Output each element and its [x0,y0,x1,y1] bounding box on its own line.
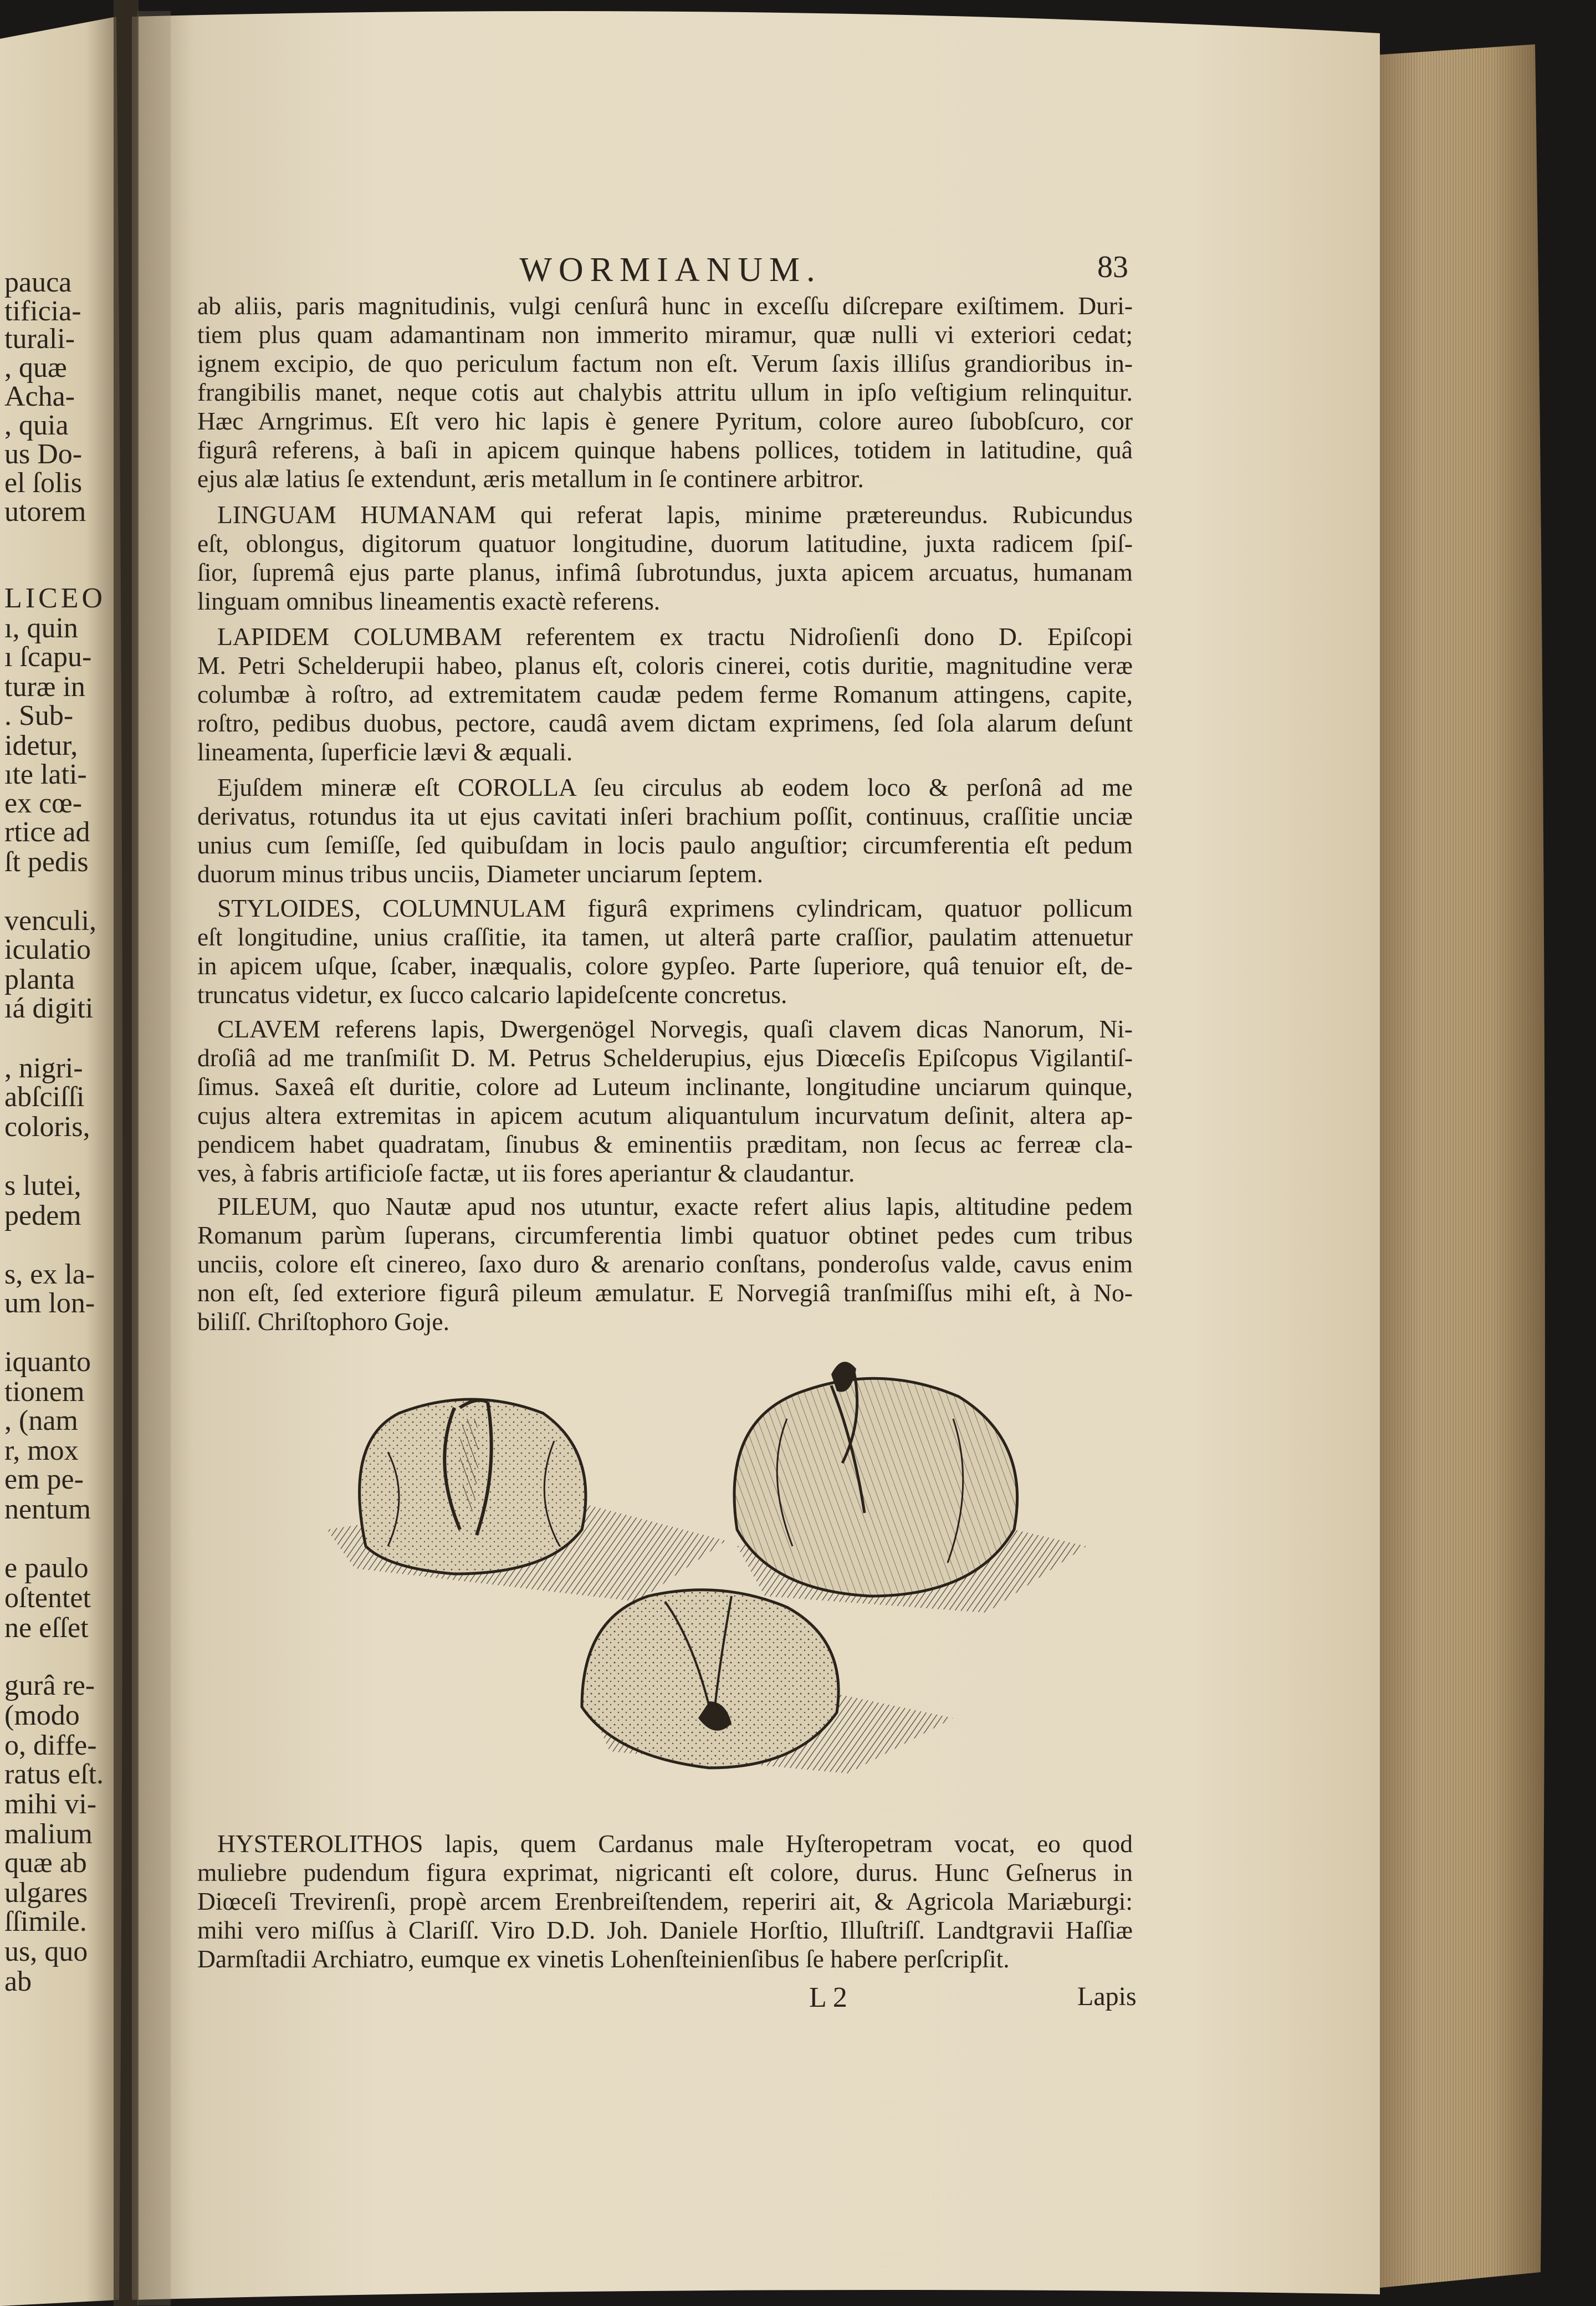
text-line: Hæc Arngrimus. Eſt vero hic lapis è genere Pyritum, colore aureo ſubobſcuro, cor [197,407,1133,435]
text-line: columbæ à roſtro, ad extremitatem caudæ pedem ferme Romanum attingens, capite, [197,680,1133,708]
text-line: ignem excipio, de quo periculum factum non eſt. Verum ſaxis illiſus grandioribus in- [197,349,1133,377]
text-line: muliebre pudendum figura exprimat, nigricanti eſt colore, durus. Hunc Geſnerus in [197,1858,1133,1886]
text-line: unciis, colore eſt cinereo, ſaxo duro & arenario conſtans, ponderoſus valde, cavus enim [197,1250,1133,1278]
left-word: iquanto [4,1346,91,1378]
left-word: rtice ad [4,816,90,848]
left-word: ſt pedis [4,846,89,878]
left-word: s, ex la- [4,1259,95,1290]
left-word: ex cœ- [4,788,83,819]
text-line: lineamenta, ſuperficie lævi & æquali. [197,738,573,766]
text-line: linguam omnibus lineamentis exactè referens. [197,587,661,615]
left-word: coloris, [4,1111,90,1143]
text-line: Romanum parùm ſuperans, circumferentia limbi quatuor obtinet pedes cum tribus [197,1221,1133,1249]
left-word: malium [4,1818,93,1850]
text-line: in apicem uſque, ſcaber, inæqualis, colore gypſeo. Parte ſuperiore, quâ tenuior eſt, de- [197,952,1133,980]
left-word: idetur, [4,730,78,761]
left-word: ulgares [4,1877,88,1909]
text-line: HYSTEROLITHOS lapis, quem Cardanus male Hyſteropetram vocat, eo quod [217,1829,1133,1858]
left-word: quæ ab [4,1847,87,1879]
text-line: Ejuſdem mineræ eſt COROLLA ſeu circulus ab eodem loco & perſonâ ad me [217,773,1133,801]
text-line: cujus altera extremitas in apicem acutum aliquantulum incurvatum deſinit, altera ap- [197,1101,1133,1129]
left-word: pedem [4,1200,81,1231]
left-word: ı, quin [4,612,78,644]
left-word: (modo [4,1700,80,1731]
text-line: derivatus, rotundus ita ut ejus cavitati inſeri brachium poſſit, continuus, craſſitie unciæ [197,802,1133,830]
left-word: gurâ re- [4,1670,95,1701]
text-line: ſimus. Saxeâ eſt duritie, colore ad Luteum inclinante, longitudine unciarum quinque, [197,1072,1133,1101]
text-line: ab aliis, paris magnitudinis, vulgi cenſurâ hunc in exceſſu diſcrepare exiſtimem. Duri- [197,292,1133,320]
text-line: biliſſ. Chriſtophoro Goje. [197,1307,449,1336]
left-word: utorem [4,496,86,528]
left-word: turali- [4,323,75,355]
left-word: em pe- [4,1464,84,1495]
left-word: pauca [4,267,72,298]
text-line: M. Petri Schelderupii habeo, planus eſt, coloris cinerei, cotis duritie, magnitudine veræ [197,651,1133,679]
catchword: Lapis [1077,1982,1137,2011]
text-line: droſiâ ad me tranſmiſit D. M. Petrus Schelderupius, ejus Diœceſis Epiſcopus Vigilantiſ- [197,1044,1133,1072]
left-word: abſciſſi [4,1081,85,1113]
left-word: e paulo [4,1552,89,1584]
page-number: 83 [1097,250,1128,284]
text-line: eſt, oblongus, digitorum quatuor longitudine, duorum latitudine, juxta radicem ſpiſ- [197,529,1133,558]
text-line: STYLOIDES, COLUMNULAM figurâ exprimens cylindricam, quatuor pollicum [217,894,1133,922]
signature-mark: L 2 [809,1982,847,2013]
left-word: ı ſcapu- [4,641,92,673]
running-header: WORMIANUM. [519,251,822,289]
left-word: , nigri- [4,1052,83,1084]
text-line: unius cum ſemiſſe, ſed quibuſdam in locis paulo anguſtior; circumferentia eſt pedum [197,831,1133,859]
left-word: tionem [4,1376,85,1408]
left-word: us Do- [4,438,83,470]
text-line: eſt longitudine, unius craſſitie, ita tamen, ut alterâ parte craſſior, paulatim attenuetur [197,923,1133,951]
left-word: o, diffe- [4,1730,97,1761]
left-word: mihi vi- [4,1788,97,1820]
left-word: turæ in [4,671,85,703]
text-line: ſior, ſupremâ ejus parte planus, infimâ ſubrotundus, juxta apicem arcuatus, humanam [197,558,1133,586]
text-line: LAPIDEM COLUMBAM referentem ex tractu Nidroſienſi dono D. Epiſcopi [217,622,1133,651]
left-word: venculi, [4,905,97,937]
left-word: tificia- [4,295,81,327]
left-word: , quæ [4,352,67,384]
text-line: non eſt, ſed exteriore figurâ pileum æmulatur. E Norvegiâ tranſmiſſus mihi eſt, à No- [197,1279,1133,1307]
left-word: ıá digiti [4,993,94,1024]
text-line: tiem plus quam adamantinam non immerito miramur, quæ nulli vi exteriori cedat; [197,320,1133,349]
left-word: planta [4,964,75,995]
text-line: roſtro, pedibus duobus, pectore, caudâ avem dictam exprimens, ſed ſola alarum deſunt [197,709,1133,737]
text-line: Diœceſi Trevirenſi, propè arcem Erenbreiſtendem, reperiri ait, & Agricola Mariæburgi: [197,1887,1133,1915]
text-line: ejus alæ latius ſe extendunt, æris metallum in ſe continere arbitror. [197,464,864,493]
text-line: truncatus videtur, ex ſucco calcario lapideſcente concretus. [197,980,787,1009]
left-word: iculatio [4,934,91,965]
left-word: oſtentet [4,1582,91,1614]
left-word: ratus eſt. [4,1758,104,1790]
left-word: LICEO [4,582,106,614]
left-word: r, mox [4,1435,79,1466]
left-word: Acha- [4,381,75,412]
text-line: frangibilis manet, neque cotis aut chalybis attritu ullum in ipſo veſtigium relinquitur. [197,378,1133,406]
text-line: duorum minus tribus unciis, Diameter unciarum ſeptem. [197,860,764,888]
left-word: ne eſſet [4,1612,89,1644]
text-line: PILEUM, quo Nautæ apud nos utuntur, exacte refert alius lapis, altitudine pedem [217,1192,1133,1220]
left-word: ſſimile. [4,1906,87,1937]
left-word: us, quo [4,1936,88,1967]
text-line: ves, à fabris artificioſe factæ, ut iis fores aperiantur & claudantur. [197,1159,855,1187]
left-word: nentum [4,1494,91,1525]
text-line: figurâ referens, à baſi in apicem quinque habens pollices, totidem in latitudine, quâ [197,436,1133,464]
text-line: Darmſtadii Archiatro, eumque ex vinetis Lohenſteinienſibus ſe habere perſcripſit. [197,1945,1010,1973]
left-word: , quia [4,410,69,441]
left-word: , (nam [4,1405,78,1436]
left-word: ıte lati- [4,759,87,790]
left-word: el ſolis [4,467,83,499]
text-line: LINGUAM HUMANAM qui referat lapis, minime prætereundus. Rubicundus [217,500,1133,529]
text-line: mihi vero miſſus à Clariſſ. Viro D.D. Joh. Daniele Horſtio, Illuſtriſſ. Landtgravii Haſſiæ [197,1916,1133,1944]
left-word: s lutei, [4,1170,81,1201]
left-word: um lon- [4,1287,95,1319]
text-line: pendicem habet quadratam, ſinubus & eminentiis præditam, non ſecus ac ferreæ cla- [197,1130,1133,1158]
text-line: CLAVEM referens lapis, Dwergenögel Norvegis, quaſi clavem dicas Nanorum, Ni- [217,1015,1133,1043]
left-word: . Sub- [4,700,74,732]
left-word: ab [4,1966,32,1997]
